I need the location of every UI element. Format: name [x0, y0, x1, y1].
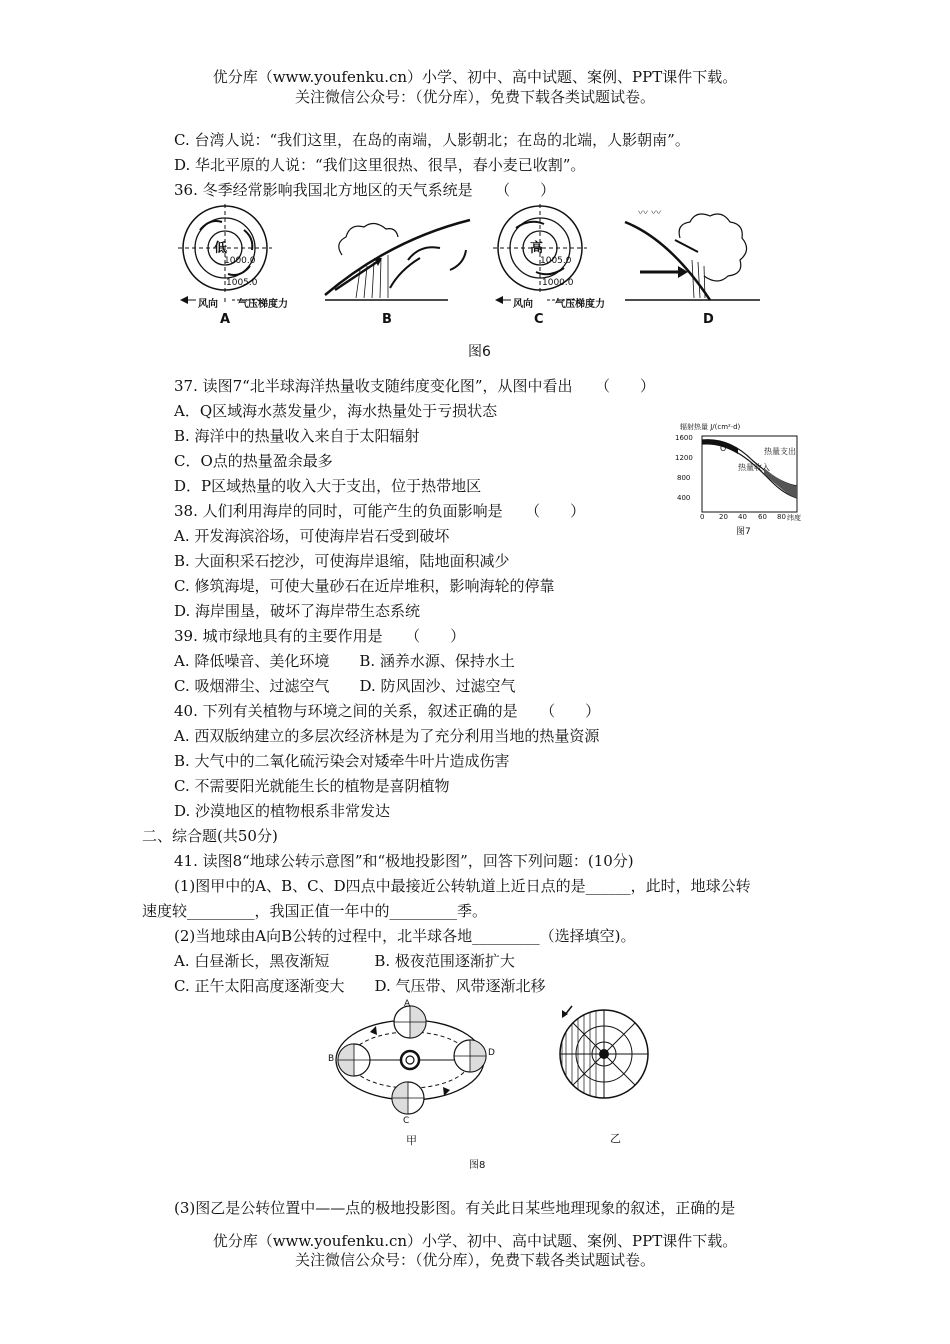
- fig7-label-expenditure: 热量支出: [764, 447, 796, 456]
- fig8-point-b: B: [328, 1054, 335, 1064]
- fig6-caption: 图6: [468, 344, 491, 360]
- q37-option-a: A．Q区域海水蒸发量少，海水热量处于亏损状态: [174, 402, 498, 420]
- page-footer-line2: 关注微信公众号：（优分库），免费下载各类试题试卷。: [294, 1251, 655, 1269]
- fig8-point-d: D: [488, 1048, 495, 1058]
- figure-8-orbit-diagram: [336, 1006, 486, 1114]
- fig6-c-isobar-1: 1005.0: [540, 256, 572, 266]
- fig6-c-legend-pressure: 气压梯度力: [555, 299, 605, 310]
- q40-stem: 40. 下列有关植物与环境之间的关系，叙述正确的是 （ ）: [174, 702, 601, 720]
- q40-option-d: D. 沙漠地区的植物根系非常发达: [174, 802, 391, 820]
- q41-part3: (3)图乙是公转位置中——点的极地投影图。有关此日某些地理现象的叙述，正确的是: [174, 1199, 736, 1217]
- fig6-panel-d-label: D: [703, 312, 714, 327]
- fig7-label-income: 热量收入: [738, 463, 770, 472]
- fig7-ytick-800: 800: [677, 474, 691, 482]
- figure-6-diagrams: [170, 200, 790, 360]
- fig7-point-o: O: [720, 444, 727, 453]
- page-header-line1: 优分库（www.youfenku.cn）小学、初中、高中试题、案例、PPT课件下载。: [212, 68, 738, 86]
- fig7-ytick-400: 400: [677, 494, 691, 502]
- q38-option-b: B. 大面积采石挖沙，可使海岸退缩，陆地面积减少: [174, 552, 510, 570]
- q35-option-d: D. 华北平原的人说：“我们这里很热、很旱，春小麦已收割”。: [174, 156, 586, 174]
- fig7-xtick-0: 0: [700, 513, 705, 521]
- page-header-line2: 关注微信公众号：（优分库），免费下载各类试题试卷。: [294, 88, 655, 106]
- fig8-caption: 图8: [469, 1160, 486, 1171]
- q41-part2: (2)当地球由A向B公转的过程中，北半球各地_________（选择填空)。: [174, 927, 636, 945]
- q39-options-ab: A. 降低噪音、美化环境 B. 涵养水源、保持水土: [174, 652, 515, 670]
- q36-stem: 36. 冬季经常影响我国北方地区的天气系统是 （ ）: [174, 181, 556, 199]
- fig6-low-label: 低: [214, 241, 228, 256]
- fig6-a-isobar-2: 1005.0: [226, 278, 258, 288]
- q38-stem: 38. 人们利用海岸的同时，可能产生的负面影响是 （ ）: [174, 502, 586, 520]
- q41-stem: 41. 读图8“地球公转示意图”和“极地投影图”，回答下列问题：(10分): [174, 852, 634, 870]
- fig6-c-legend-wind: 风向: [513, 299, 533, 310]
- fig6-panel-b-label: B: [382, 312, 392, 327]
- q38-option-d: D. 海岸围垦，破坏了海岸带生态系统: [174, 602, 421, 620]
- figure-8: [310, 998, 690, 1171]
- page-footer-line1: 优分库（www.youfenku.cn）小学、初中、高中试题、案例、PPT课件下载。: [212, 1232, 738, 1250]
- q37-stem: 37. 读图7“北半球海洋热量收支随纬度变化图”，从图中看出 （ ）: [174, 377, 656, 395]
- fig7-xtick-20: 20: [719, 513, 728, 521]
- figure-8-polar-diagram: [560, 1006, 648, 1098]
- q41-part1-line2: 速度较_________，我国正值一年中的_________季。: [142, 902, 488, 920]
- fig8-label-yi: 乙: [610, 1132, 621, 1145]
- fig8-point-c: C: [403, 1116, 410, 1126]
- fig6-high-label: 高: [530, 241, 544, 256]
- figure-6-panel-d-diagram: [625, 208, 760, 300]
- fig6-c-isobar-2: 1000.0: [542, 278, 574, 288]
- q37-option-d: D．P区域热量的收入大于支出，位于热带地区: [174, 477, 482, 495]
- q38-option-a: A. 开发海滨浴场，可使海岸岩石受到破坏: [174, 527, 450, 545]
- q39-options-cd: C. 吸烟滞尘、过滤空气 D. 防风固沙、过滤空气: [174, 677, 516, 695]
- fig7-xtick-60: 60: [758, 513, 767, 521]
- figure-8-diagrams: [310, 998, 690, 1148]
- q41-part2-options-ab: A. 白昼渐长，黑夜渐短 B. 极夜范围逐渐扩大: [174, 952, 515, 970]
- fig7-ylabel: 辐射热量 J/(cm²·d): [680, 423, 741, 431]
- q38-option-c: C. 修筑海堤，可使大量砂石在近岸堆积，影响海轮的停靠: [174, 577, 555, 595]
- q35-option-c: C. 台湾人说：“我们这里，在岛的南端，人影朝北；在岛的北端，人影朝南”。: [174, 131, 690, 149]
- section-2-title: 二、综合题(共50分): [142, 827, 278, 845]
- fig6-panel-c-label: C: [534, 312, 544, 327]
- q37-option-b: B. 海洋中的热量收入来自于太阳辐射: [174, 427, 420, 445]
- q40-option-a: A. 西双版纳建立的多层次经济林是为了充分利用当地的热量资源: [174, 727, 600, 745]
- q37-option-c: C．O点的热量盈余最多: [174, 452, 333, 470]
- q40-option-b: B. 大气中的二氧化硫污染会对矮牵牛叶片造成伤害: [174, 752, 510, 770]
- fig6-a-legend-wind: 风向: [198, 299, 218, 310]
- fig7-ytick-1600: 1600: [675, 434, 693, 442]
- q40-option-c: C. 不需要阳光就能生长的植物是喜阴植物: [174, 777, 450, 795]
- fig7-xtick-80: 80: [777, 513, 786, 521]
- figure-6: [170, 200, 790, 360]
- q41-part2-options-cd: C. 正午太阳高度逐渐变大 D. 气压带、风带逐渐北移: [174, 977, 546, 995]
- fig8-point-a: A: [404, 999, 411, 1009]
- fig6-panel-a-label: A: [220, 312, 231, 327]
- fig6-a-isobar-1: 1000.0: [224, 256, 256, 266]
- fig7-ytick-1200: 1200: [675, 454, 693, 462]
- svg-text:〰 〰: 〰 〰: [638, 208, 662, 219]
- fig8-label-jia: 甲: [406, 1134, 417, 1147]
- fig7-xtick-40: 40: [738, 513, 747, 521]
- fig7-caption: 图7: [736, 527, 751, 537]
- q41-part1-line1: (1)图甲中的A、B、C、D四点中最接近公转轨道上近日点的是______，此时，地球公转: [174, 877, 751, 895]
- fig7-xlabel: 纬度: [787, 514, 801, 522]
- fig6-a-legend-pressure: 气压梯度力: [238, 299, 288, 310]
- q39-stem: 39. 城市绿地具有的主要作用是 （ ）: [174, 627, 466, 645]
- figure-6-panel-b-diagram: [325, 220, 470, 300]
- figure-7: [672, 422, 812, 540]
